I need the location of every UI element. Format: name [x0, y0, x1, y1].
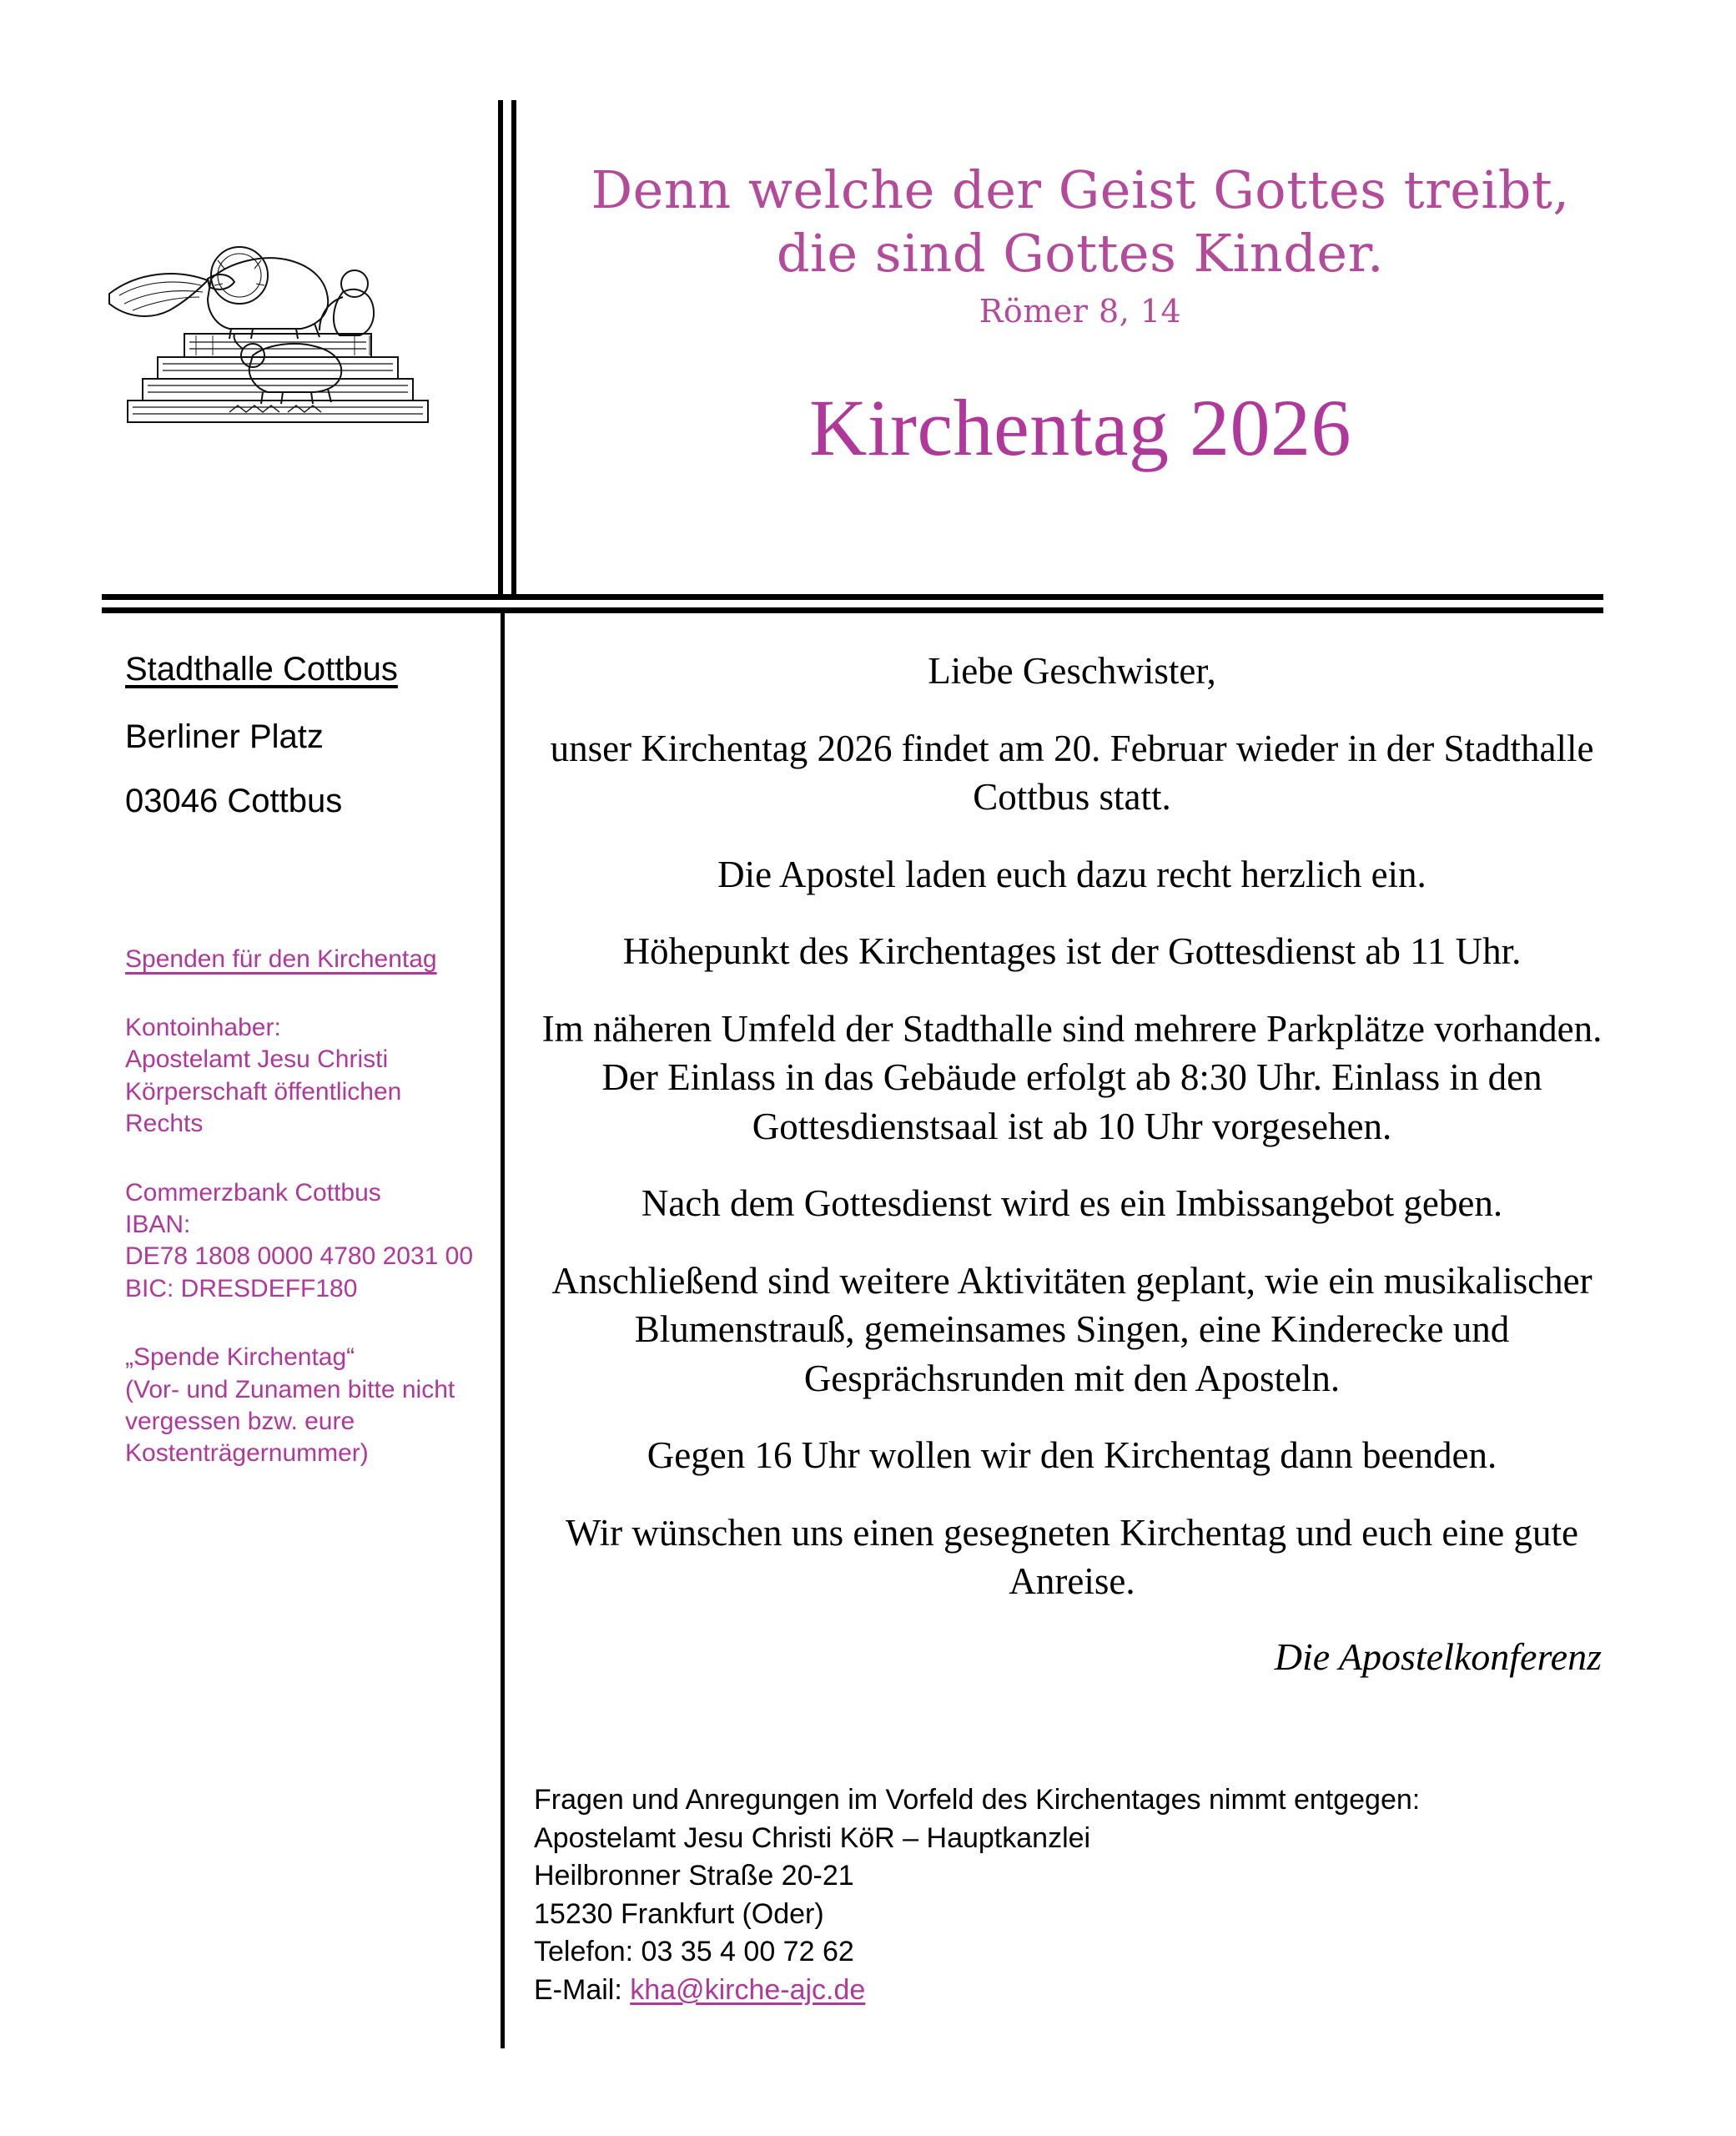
letter-paragraph-8: Wir wünschen uns einen gesegneten Kirchentag und euch eine gute Anreise. [565, 1511, 1578, 1602]
donation-iban: DE78 1808 0000 4780 2031 00 [125, 1242, 474, 1271]
donation-bank: Commerzbank Cottbus [125, 1178, 381, 1207]
verse-line-2: die sind Gottes Kinder. [776, 222, 1385, 284]
footer-line-2: Apostelamt Jesu Christi KöR – Hauptkanzlei [534, 1821, 1091, 1854]
donation-account-holder-label: Kontoinhaber: [125, 1014, 281, 1041]
letter-paragraph-5: Nach dem Gottesdienst wird es ein Imbissangebot geben. [641, 1182, 1503, 1224]
church-monument-lion-engraving-icon [92, 179, 476, 480]
verse-line-1: Denn welche der Geist Gottes treibt, [591, 159, 1570, 220]
header-text-block [534, 159, 1627, 474]
body-column-divider [501, 613, 505, 2048]
header-horizontal-rule-lower [102, 607, 1603, 613]
verse-reference: Römer 8, 14 [979, 293, 1182, 330]
footer-line-1: Fragen und Anregungen im Vorfeld des Kirchentages nimmt entgegen: [534, 1784, 1421, 1816]
letter-signature: Die Apostelkonferenz [1274, 1635, 1602, 1678]
venue-name: Stadthalle Cottbus [125, 651, 398, 688]
donation-block [125, 945, 484, 1470]
venue-street: Berliner Platz [125, 718, 324, 755]
donation-account-holder-line-3: Rechts [125, 1110, 204, 1138]
letter-body [534, 647, 1610, 1679]
page-title: Kirchentag 2026 [809, 383, 1351, 473]
donation-account-holder-line-1: Apostelamt Jesu Christi [125, 1045, 389, 1074]
donation-note-line-1: (Vor- und Zunamen bitte nicht [125, 1375, 455, 1403]
footer-line-3: Heilbronner Straße 20-21 [534, 1860, 854, 1892]
letter-paragraph-7: Gegen 16 Uhr wollen wir den Kirchentag dann beenden. [647, 1434, 1497, 1476]
venue-city: 03046 Cottbus [125, 783, 343, 819]
footer-email-label: E-Mail: [534, 1973, 631, 2006]
donation-note-line-3: Kostenträgernummer) [125, 1439, 369, 1468]
donation-bic: BIC: DRESDEFF180 [125, 1274, 358, 1302]
footer-email-row [534, 1972, 1618, 2010]
footer-email-link[interactable]: kha@kirche-ajc.de [630, 1973, 866, 2006]
donation-reference: „Spende Kirchentag“ [125, 1343, 355, 1372]
header-horizontal-rule-upper [102, 594, 1603, 600]
header-vertical-rule-right [511, 100, 516, 597]
footer-line-5: Telefon: 03 35 4 00 72 62 [534, 1936, 854, 1968]
spacer-1 [125, 1141, 484, 1177]
donation-iban-label: IBAN: [125, 1210, 191, 1238]
letter-paragraph-6: Anschließend sind weitere Aktivitäten geplant, wie ein musikalischer Blumenstrauß, gemeinsames Singen, eine Kinderecke und Gesprächsrunden mit den Aposteln. [551, 1259, 1593, 1399]
letter-paragraph-1: unser Kirchentag 2026 findet am 20. Februar wieder in der Stadthalle Cottbus statt. [550, 727, 1594, 818]
letter-salutation: Liebe Geschwister, [928, 650, 1216, 692]
sidebar-info [125, 651, 484, 1470]
donation-note-line-2: vergessen bzw. eure [125, 1407, 355, 1435]
header-vertical-rule-left [498, 100, 503, 597]
header [0, 0, 1736, 605]
letter-paragraph-2: Die Apostel laden euch dazu recht herzlich ein. [717, 853, 1427, 895]
donation-title: Spenden für den Kirchentag [125, 945, 437, 973]
footer-contact [534, 1781, 1618, 2009]
donation-account-holder-line-2: Körperschaft öffentlichen [125, 1077, 402, 1106]
letter-paragraph-4: Im näheren Umfeld der Stadthalle sind mehrere Parkplätze vorhanden. Der Einlass in das Gebäude erfolgt ab 8:30 Uhr. Einlass in den Gottesdienstsaal ist ab 10 Uhr vorgesehen. [541, 1007, 1603, 1147]
letter-paragraph-3: Höhepunkt des Kirchentages ist der Gottesdienst ab 11 Uhr. [622, 930, 1522, 972]
spacer-2 [125, 1305, 484, 1342]
footer-line-4: 15230 Frankfurt (Oder) [534, 1897, 824, 1930]
